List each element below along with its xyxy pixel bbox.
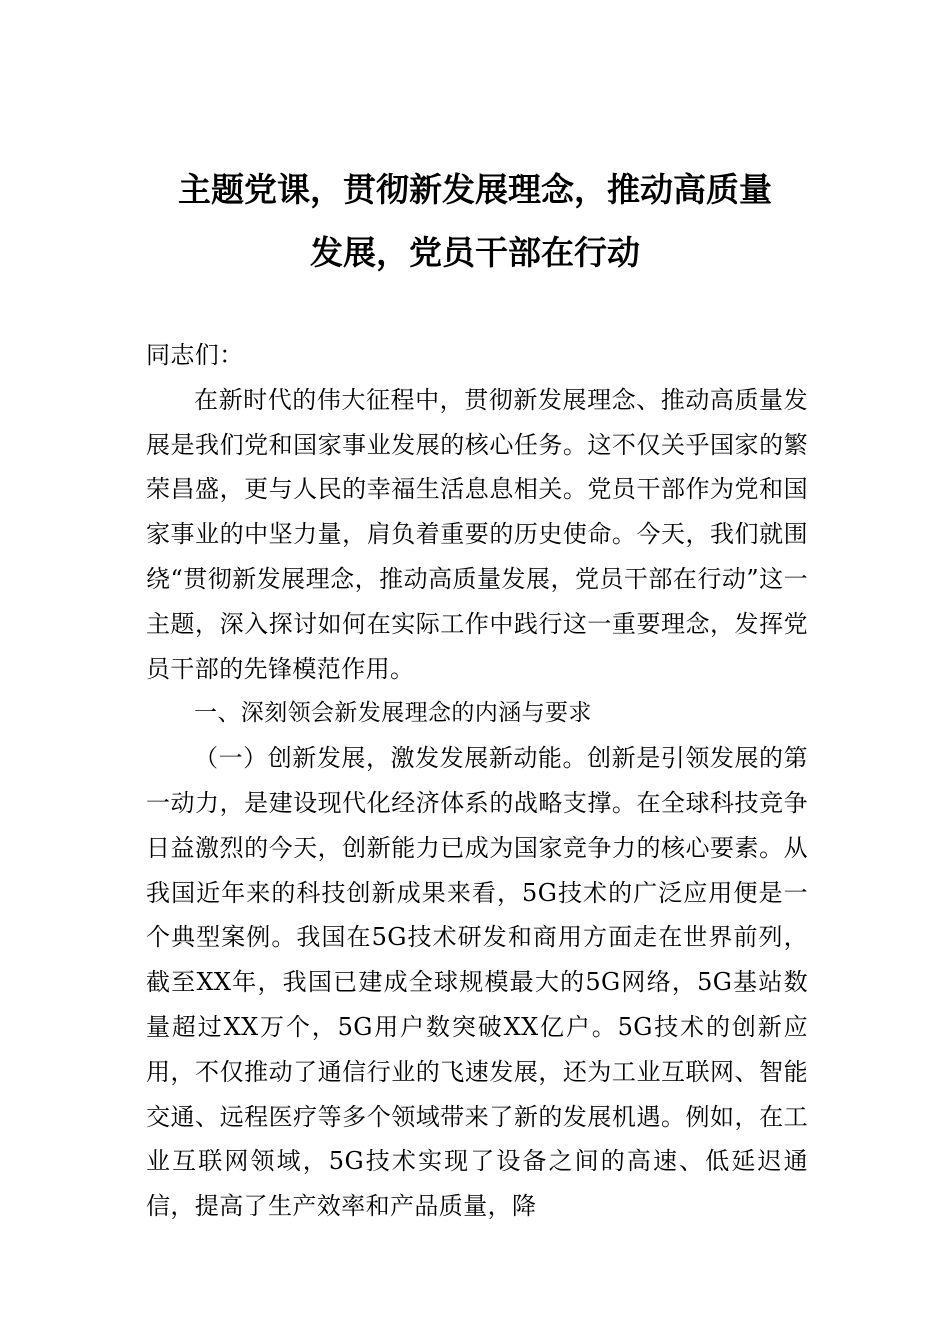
subsection-body-1: 创新是引领发展的第一动力，是建设现代化经济体系的战略支撑。在全球科技竞争日益激烈的今天，创新能力已成为国家竞争力的核心要素。从我国近年来的科技创新成果来看，5G技术的广泛应用便是一个典型案例。我国在5G技术研发和商用方面走在世界前列，截至XX年，我国已建成全球规模最大的5G网络，5G基站数量超过XX万个，5G用户数突破XX亿户。5G技术的创新应用，不仅推动了通信行业的飞速发展，还为工业互联网、智能交通、远程医疗等多个领域带来了新的发展机遇。例如，在工业互联网领域，5G技术实现了设备之间的高速、低延迟通信，提高了生产效率和产品质量，降 bbox=[146, 744, 808, 1221]
section-heading-1: 一、深刻领会新发展理念的内涵与要求 bbox=[194, 700, 592, 727]
document-body bbox=[146, 333, 808, 1229]
title-line-1: 主题党课，贯彻新发展理念，推动高质量 bbox=[178, 170, 772, 209]
intro-paragraph: 在新时代的伟大征程中，贯彻新发展理念、推动高质量发展是我们党和国家事业发展的核心任务。这不仅关乎国家的繁荣昌盛，更与人民的幸福生活息息相关。党员干部作为党和国家事业的中坚力量，肩负着重要的历史使命。今天，我们就围绕“贯彻新发展理念，推动高质量发展，党员干部在行动”这一主题，深入探讨如何在实际工作中践行这一重要理念，发挥党员干部的先锋模范作用。 bbox=[146, 385, 808, 683]
salutation: 同志们： bbox=[146, 341, 244, 369]
subsection-heading-1: （一）创新发展，激发发展新动能。 bbox=[194, 744, 588, 773]
title-line-2: 发展，党员干部在行动 bbox=[310, 233, 640, 272]
subsection-paragraph-1 bbox=[146, 736, 808, 1229]
document-title bbox=[140, 158, 810, 284]
